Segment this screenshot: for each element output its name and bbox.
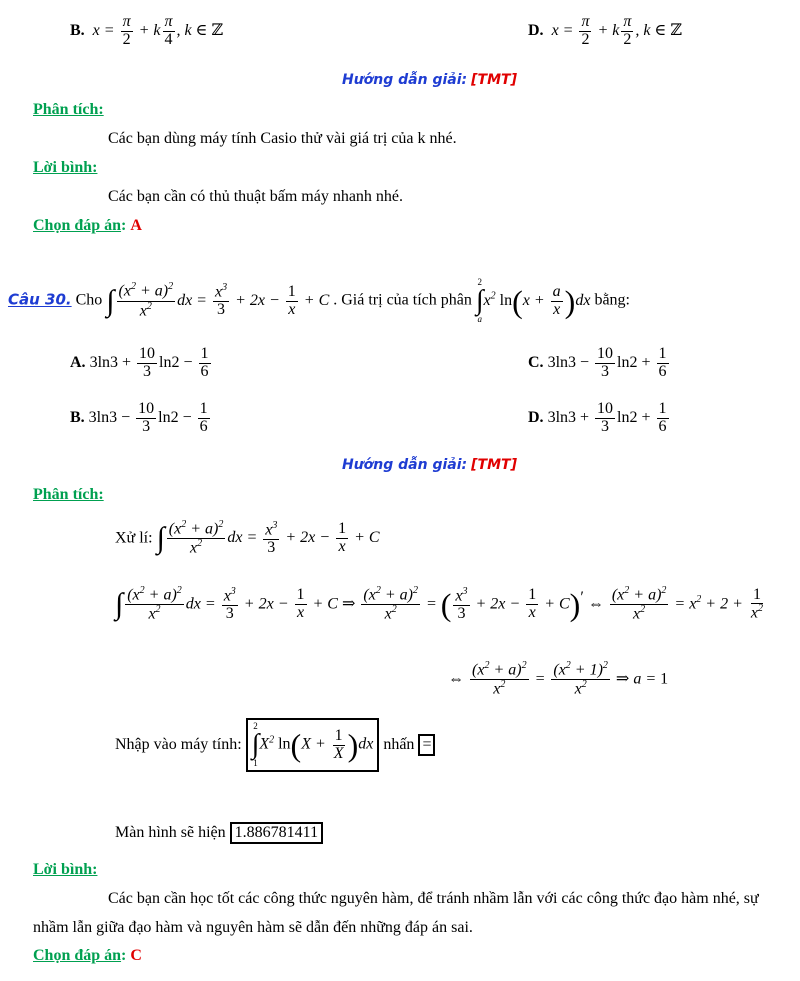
analysis-label-1: Phân tích: bbox=[33, 101, 104, 118]
comment-text-2b: nhầm lẫn giữa đạo hàm và nguyên hàm sẽ dẫn đến những đáp án sai. bbox=[33, 919, 473, 936]
comment-text-1: Các bạn cần có thủ thuật bấm máy nhanh nhé. bbox=[108, 188, 404, 205]
answer-line-1: Chọn đáp án: A bbox=[33, 217, 142, 234]
option-d-label: D. bbox=[528, 21, 544, 39]
question-label: Câu 30. bbox=[8, 290, 72, 309]
answer-line-2: Chọn đáp án: C bbox=[33, 947, 142, 964]
option-a-label: A. bbox=[70, 353, 86, 371]
given-integral: ∫ $\frac{(x^2 + a)^2}{x^2}$ dx = $\frac{x^3}{3}$ + 2x − $\frac{1}{x}$ + C bbox=[106, 281, 334, 319]
derivation-line-2: ⇔ $\frac{(x^2 + a)^2}{x^2}$ = $\frac{(x^2 + 1)^2}{x^2}$ ⇒ a = 1 bbox=[448, 660, 669, 698]
calc-input-line bbox=[115, 718, 435, 772]
handle-label: Xử lí: bbox=[115, 529, 153, 547]
screen-value: 1.886781411 bbox=[230, 822, 323, 844]
option-d-label-q30: D. bbox=[528, 408, 544, 426]
comment-label-1: Lời bình: bbox=[33, 159, 98, 176]
option-b-formula: x = $\frac{\pi}{2}$ + k $\frac{\pi}{4}$ , k ∈ ℤ bbox=[88, 13, 224, 48]
analysis-label-2: Phân tích: bbox=[33, 486, 104, 503]
option-d-formula-q30: 3ln3 + $\frac{10}{3}$ ln2 + $\frac{1}{6}$ bbox=[547, 400, 667, 435]
solution1-heading: Hướng dẫn giải: [TMT] bbox=[342, 72, 517, 88]
comment-text-2a: Các bạn cần học tốt các công thức nguyên hàm, để tránh nhầm lẫn với các công thức đạo hàm nhé, sự bbox=[108, 890, 759, 907]
calculator-expression: 2 ∫ 1 $X^2$ ln(X + $\frac{1}{X}$ )dx bbox=[246, 718, 380, 772]
option-a[interactable] bbox=[70, 346, 213, 381]
comment-label-2: Lời bình: bbox=[33, 861, 98, 878]
handle-line bbox=[115, 520, 380, 557]
screen-label: Màn hình sẽ hiện bbox=[115, 824, 226, 841]
option-c-label: C. bbox=[528, 353, 544, 371]
question-intro: Cho bbox=[75, 291, 103, 309]
option-d[interactable] bbox=[528, 401, 671, 436]
option-b-label-q30: B. bbox=[70, 408, 85, 426]
screen-line bbox=[115, 822, 323, 844]
option-b[interactable] bbox=[70, 401, 212, 436]
input-label: Nhập vào máy tính: bbox=[115, 736, 242, 753]
equals-key[interactable]: = bbox=[418, 734, 435, 756]
solution2-heading: Hướng dẫn giải: [TMT] bbox=[342, 457, 517, 473]
option-c[interactable] bbox=[528, 346, 671, 381]
question-end: bằng: bbox=[594, 291, 630, 309]
derivation-line-1: ∫ $\frac{(x^2 + a)^2}{x^2}$ dx = $\frac{x^3}{3}$ + 2x − $\frac{1}{x}$ + C ⇒ $\frac{(x^2 + a)^2}{x^2}$ = ( $\frac{x^3}{3}$ + 2x − $\frac{1}{x}$ + C)′ ⇔ $\frac{(x^2 + a)^2}{x^2}$ = $x^2 + 2$ + $\frac{1}{x^2}$ bbox=[115, 585, 763, 623]
option-a-formula: 3ln3 + $\frac{10}{3}$ ln2 − $\frac{1}{6}$ bbox=[89, 345, 209, 380]
option-d-prev bbox=[528, 14, 682, 49]
question-30 bbox=[8, 278, 630, 324]
handle-formula: ∫ $\frac{(x^2 + a)^2}{x^2}$ dx = $\frac{x^3}{3}$ + 2x − $\frac{1}{x}$ + C bbox=[156, 519, 380, 557]
option-c-formula: 3ln3 − $\frac{10}{3}$ ln2 + $\frac{1}{6}$ bbox=[547, 345, 667, 380]
answer-value-2: C bbox=[130, 947, 142, 964]
option-d-formula: x = $\frac{\pi}{2}$ + k $\frac{\pi}{2}$ , k ∈ ℤ bbox=[547, 13, 683, 48]
question-middle: . Giá trị của tích phân bbox=[333, 291, 472, 309]
option-b-prev bbox=[70, 14, 223, 49]
option-b-label: B. bbox=[70, 21, 85, 39]
answer-value-1: A bbox=[130, 217, 142, 234]
analysis-text-1: Các bạn dùng máy tính Casio thử vài giá trị của k nhé. bbox=[108, 130, 457, 147]
target-integral: 2 ∫ a $x^2$ ln(x + $\frac{a}{x}$ )dx bbox=[475, 277, 595, 324]
option-b-formula-q30: 3ln3 − $\frac{10}{3}$ ln2 − $\frac{1}{6}$ bbox=[88, 400, 208, 435]
press-label: nhấn bbox=[383, 736, 415, 753]
